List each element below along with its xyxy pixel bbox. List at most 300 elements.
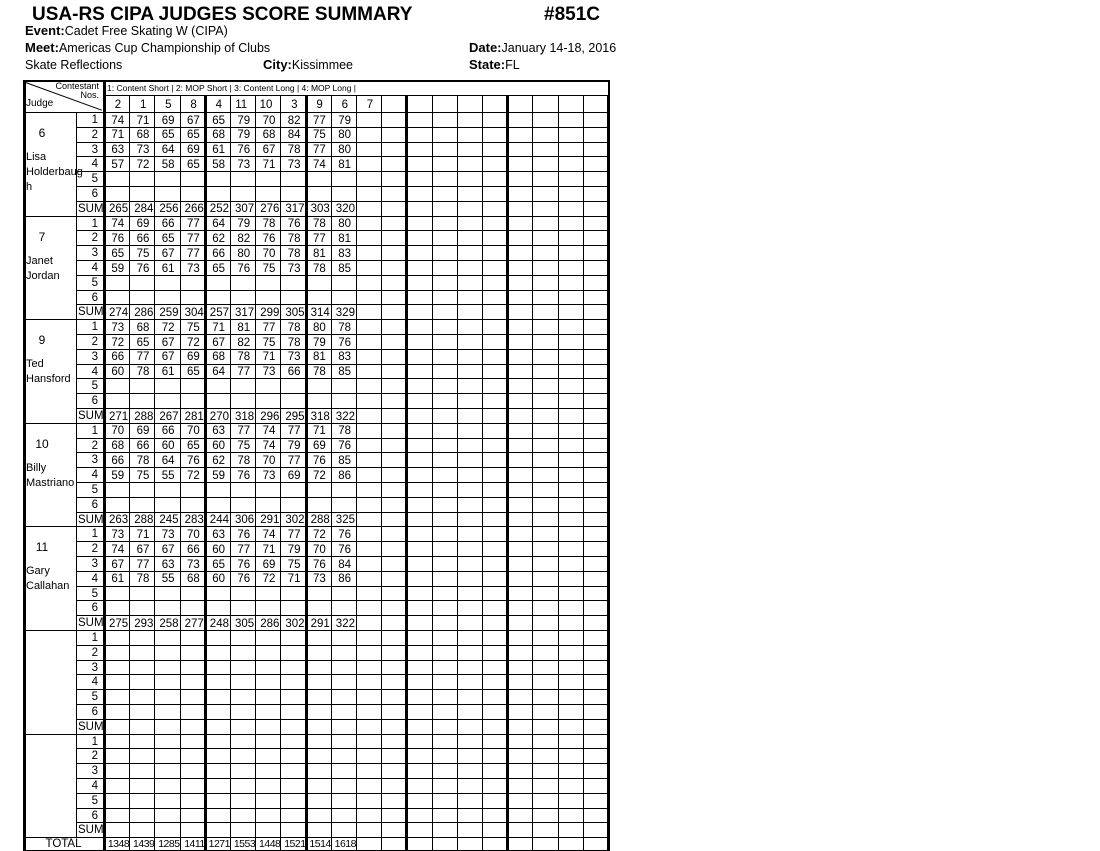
score-cell: 66 [186,543,200,556]
score-cell: 63 [161,558,175,571]
score-cell: 77 [186,247,200,260]
score-cell: 64 [161,454,175,467]
score-cell: 63 [111,144,125,157]
score-row-divider [76,689,608,690]
score-cell: 61 [111,573,125,586]
score-cell: 78 [262,218,276,231]
judge-number: 11 [35,540,49,555]
judge-block-divider [23,630,608,631]
score-cell: 70 [111,425,125,438]
contestant-number: 5 [165,99,172,111]
score-cell: 74 [111,218,125,231]
sum-cell: 248 [209,617,229,630]
sum-cell: 270 [209,410,229,423]
sum-cell: 305 [235,617,255,630]
score-row-label: 5 [91,587,98,600]
score-cell: 71 [136,114,150,127]
score-cell: 78 [237,351,251,364]
score-cell: 61 [161,262,175,275]
sum-cell: 256 [159,203,179,216]
sum-cell: 266 [184,203,204,216]
score-row-label: 2 [91,439,98,452]
score-row-label: 4 [91,676,98,689]
score-cell: 78 [136,454,150,467]
score-cell: 74 [111,114,125,127]
sum-cell: 274 [109,306,129,319]
score-row-divider [76,512,608,513]
score-row-label: 1 [91,114,98,126]
score-cell: 72 [312,469,326,482]
score-row-divider [76,822,608,823]
score-row-label: 1 [91,632,98,644]
score-cell: 80 [338,129,351,142]
score-cell: 73 [312,573,326,586]
state-label: State: [469,57,506,72]
score-row-label: 2 [91,750,98,763]
judge-name-line: Lisa [26,151,47,163]
contestant-number: 2 [114,99,122,111]
score-cell: 69 [186,144,200,157]
sum-cell: 317 [235,306,255,319]
judge-number: 10 [35,436,49,451]
score-row-divider [76,201,608,202]
score-cell: 68 [212,351,225,364]
score-cell: 67 [161,336,175,349]
score-cell: 69 [136,425,150,438]
score-cell: 74 [111,543,125,556]
grid-border-top [23,80,610,82]
score-cell: 67 [111,558,125,571]
score-row-label: 6 [91,188,98,200]
score-row-label: 5 [91,691,98,704]
sum-cell: 288 [134,410,154,423]
score-row-label: 2 [91,232,98,245]
score-cell: 80 [312,321,326,334]
score-cell: 77 [237,425,251,438]
sum-cell: 245 [159,514,179,527]
score-cell: 76 [338,440,351,453]
score-cell: 66 [136,232,150,245]
judge-name-line: Mastriano [26,476,75,489]
score-row-label: 3 [91,765,98,778]
score-cell: 76 [237,528,251,541]
score-row-divider [76,793,608,794]
sum-cell: 275 [109,617,129,630]
score-cell: 77 [262,321,276,334]
score-cell: 68 [186,573,200,586]
score-row-divider [76,704,608,705]
score-cell: 73 [136,144,150,157]
judge-name-line: Callahan [26,580,70,593]
judge-name-line: Janet [26,254,53,267]
score-cell: 69 [161,114,175,127]
score-cell: 69 [287,469,301,482]
score-cell: 77 [186,218,200,231]
score-cell: 66 [111,454,125,467]
score-cell: 73 [111,528,125,541]
score-cell: 73 [262,469,276,482]
score-cell: 66 [161,218,175,231]
score-cell: 71 [262,543,276,556]
score-cell: 74 [262,440,276,453]
score-cell: 60 [212,573,225,586]
score-cell: 81 [312,247,326,260]
score-row-label: 5 [91,484,98,496]
sum-cell: 263 [109,514,129,527]
score-cell: 71 [312,425,326,438]
score-cell: 65 [186,158,200,171]
score-row-label: 1 [91,424,98,437]
score-cell: 76 [237,144,251,157]
score-cell: 69 [186,351,200,364]
score-cell: 82 [237,232,251,245]
sum-row-label: SUM [78,824,104,837]
score-row-label: 4 [91,780,98,792]
score-row-label: 1 [91,735,98,748]
score-cell: 76 [338,528,351,541]
event-value: Cadet Free Skating W (CIPA) [64,24,228,38]
score-row-label: 3 [91,143,98,156]
contestant-number [457,100,474,112]
score-row-label: 5 [91,380,98,393]
score-cell: 72 [161,321,175,334]
column-divider [457,95,458,851]
score-row-divider [76,290,608,291]
score-cell: 66 [136,440,150,453]
score-cell: 79 [338,114,351,127]
sum-cell: 283 [184,514,204,527]
sum-cell: 265 [109,203,129,216]
score-cell: 78 [287,321,301,334]
score-cell: 60 [212,440,225,453]
score-cell: 78 [312,218,326,231]
score-cell: 72 [111,336,125,349]
sum-cell: 288 [310,514,330,527]
corner-judge-label: Judge [26,98,54,109]
score-cell: 73 [262,366,276,379]
score-cell: 59 [111,469,125,482]
judge-block-divider [23,112,608,113]
score-cell: 80 [338,144,351,157]
meet-value: Americas Cup Championship of Clubs [58,41,271,55]
score-cell: 83 [338,247,351,260]
score-cell: 79 [287,440,301,453]
score-cell: 74 [262,425,276,438]
score-cell: 73 [186,558,200,571]
score-cell: 78 [237,454,251,467]
score-row-divider [76,748,608,749]
date-field [469,40,616,56]
score-row-divider [76,719,608,720]
score-row-divider [76,393,608,394]
score-row-divider [76,408,608,409]
score-cell: 79 [287,543,301,556]
document-title: USA-RS CIPA JUDGES SCORE SUMMARY [32,4,413,25]
sum-cell: 281 [184,410,204,423]
score-row-divider [76,615,608,616]
score-row-label: 6 [91,809,98,822]
score-cell: 70 [262,114,276,127]
score-row-divider [76,304,608,305]
score-cell: 68 [136,129,150,142]
contestant-number [482,100,499,112]
score-cell: 58 [161,158,175,171]
score-cell: 72 [186,336,200,349]
sum-cell: 295 [285,410,305,423]
score-cell: 65 [111,247,125,260]
score-cell: 67 [161,247,175,260]
contestant-number [558,100,575,112]
score-cell: 65 [161,129,175,142]
sum-cell: 318 [235,410,255,423]
contestant-number: 4 [215,99,222,111]
score-row-label: 3 [91,558,98,570]
sum-cell: 302 [285,514,305,527]
score-cell: 76 [136,262,150,275]
score-cell: 77 [312,144,326,157]
score-cell: 71 [136,528,150,541]
score-cell: 62 [212,232,225,245]
sum-cell: 318 [310,410,330,423]
score-cell: 76 [111,232,125,245]
score-cell: 80 [237,247,251,260]
score-row-divider [76,778,608,779]
sum-cell: 271 [109,410,129,423]
score-row-label: 5 [91,794,98,807]
sum-cell: 320 [335,203,355,216]
score-cell: 79 [237,114,251,127]
sum-cell: 302 [285,617,305,630]
sum-cell: 306 [235,514,255,527]
score-row-label: 6 [91,291,98,304]
judge-number [27,646,57,660]
score-cell: 67 [161,351,175,364]
score-cell: 77 [186,232,200,245]
score-row-label: 6 [91,706,98,718]
meet-field [25,40,270,56]
sum-cell: 267 [159,410,179,423]
total-cell: 1618 [334,838,356,851]
judge-block-divider [23,734,608,735]
contestant-number: 3 [291,99,298,111]
score-cell: 82 [287,114,301,127]
column-group-divider [506,95,509,851]
sum-cell: 291 [260,514,280,527]
sum-row-label: SUM [78,202,104,215]
sum-cell: 322 [335,617,355,630]
score-cell: 75 [237,440,251,453]
judge-block-divider [23,216,608,217]
sum-cell: 277 [184,617,204,630]
column-divider [482,95,483,851]
contestant-number [507,100,524,112]
column-divider [558,95,559,851]
sum-cell: 314 [310,306,330,319]
score-row-label: 4 [91,469,98,482]
score-row-label: 1 [91,217,98,230]
sum-cell: 299 [260,306,280,319]
score-cell: 76 [237,573,251,586]
score-cell: 65 [212,558,225,571]
score-cell: 78 [338,321,351,334]
sum-cell: 307 [235,203,255,216]
score-cell: 65 [136,336,150,349]
score-cell: 76 [338,543,351,556]
score-cell: 77 [136,351,150,364]
score-cell: 76 [237,262,251,275]
date-label: Date: [469,40,502,55]
score-cell: 82 [237,336,251,349]
score-cell: 68 [212,129,225,142]
score-cell: 80 [338,218,351,231]
corner-contestant-label: Contestant [55,81,99,91]
score-cell: 65 [212,262,225,275]
score-row-label: 4 [91,572,98,585]
total-cell: 1285 [158,838,180,851]
column-group-divider [607,95,610,851]
sum-cell: 304 [184,306,204,319]
score-cell: 86 [338,573,351,586]
score-cell: 63 [212,528,225,541]
total-cell: 1271 [208,838,230,851]
score-cell: 84 [287,129,301,142]
city-value: Kissimmee [291,58,354,72]
state-field [469,57,520,73]
score-cell: 67 [212,336,225,349]
score-row-label: 5 [91,173,98,186]
judges-score-grid [23,80,610,850]
sum-row-label: SUM [78,720,104,733]
score-cell: 77 [312,232,326,245]
sum-cell: 252 [209,203,229,216]
score-cell: 79 [237,218,251,231]
score-cell: 70 [186,528,200,541]
score-cell: 73 [161,528,175,541]
score-row-label: 1 [91,321,98,334]
score-cell: 75 [262,262,276,275]
score-cell: 81 [312,351,326,364]
total-cell: 1521 [284,838,306,851]
sum-cell: 293 [134,617,154,630]
score-cell: 78 [312,366,326,379]
judge-number: 9 [38,333,46,348]
score-cell: 65 [186,366,200,379]
total-cell: 1411 [184,838,205,851]
score-row-label: 2 [91,646,98,659]
score-cell: 67 [262,144,276,157]
score-cell: 70 [186,425,200,438]
score-cell: 55 [161,573,175,586]
score-cell: 76 [312,558,326,571]
score-cell: 73 [287,262,301,275]
sum-row-label: SUM [78,306,104,319]
score-cell: 68 [111,440,125,453]
score-cell: 65 [186,440,200,453]
score-cell: 69 [262,558,276,571]
score-cell: 85 [338,366,351,379]
score-row-label: 1 [91,528,98,541]
judge-name-line: h [26,181,33,193]
score-row-label: 4 [91,158,98,171]
contestant-number [432,100,449,112]
contestant-number: 11 [235,99,248,111]
score-cell: 70 [262,454,276,467]
score-cell: 71 [287,573,301,586]
score-row-label: 3 [91,661,98,674]
score-cell: 78 [338,425,351,438]
host-club [25,57,122,73]
score-cell: 77 [287,425,301,438]
sum-cell: 325 [335,514,355,527]
score-cell: 69 [136,218,150,231]
score-cell: 72 [312,528,326,541]
contestant-number [381,100,398,112]
judge-name-line: Holderbaug [26,166,83,178]
total-cell: 1448 [259,838,281,851]
sum-cell: 291 [310,617,330,630]
contestant-number [583,100,600,112]
score-cell: 76 [237,558,251,571]
judge-name-line: Hansford [26,373,71,386]
score-cell: 71 [262,351,276,364]
score-cell: 60 [161,440,175,453]
score-cell: 55 [161,469,175,482]
score-cell: 75 [262,336,276,349]
sum-cell: 296 [260,410,280,423]
score-row-divider [76,645,608,646]
sum-cell: 322 [335,410,355,423]
score-cell: 85 [338,454,351,467]
score-cell: 84 [338,558,351,571]
score-cell: 61 [212,144,225,157]
score-row-label: 4 [91,262,98,274]
score-cell: 60 [111,366,125,379]
score-cell: 76 [338,336,351,349]
score-row-divider [76,674,608,675]
score-cell: 59 [212,469,225,482]
score-cell: 76 [186,454,200,467]
score-cell: 64 [161,144,175,157]
score-cell: 76 [312,454,326,467]
contestant-number: 1 [139,99,147,111]
total-cell: 1553 [233,838,256,851]
column-divider [432,95,433,851]
score-cell: 69 [312,440,326,453]
contestant-number: 7 [366,99,374,111]
score-cell: 66 [287,366,301,379]
score-cell: 68 [262,129,276,142]
score-cell: 77 [312,114,326,127]
sum-cell: 329 [335,306,355,319]
score-cell: 75 [136,247,150,260]
score-cell: 76 [287,218,301,231]
event-field [25,23,228,39]
judge-number: 7 [38,229,46,244]
total-label: TOTAL [45,838,82,851]
score-cell: 79 [237,129,251,142]
score-cell: 78 [287,336,301,349]
score-cell: 72 [136,158,150,171]
form-code: #851C [544,4,600,25]
corner-nos-label: Nos. [80,90,99,100]
score-row-divider [76,497,608,498]
score-cell: 67 [161,543,175,556]
state-value: FL [505,58,520,72]
score-row-label: 2 [91,128,98,141]
score-cell: 68 [136,321,150,334]
score-cell: 78 [136,573,150,586]
score-cell: 76 [237,469,251,482]
